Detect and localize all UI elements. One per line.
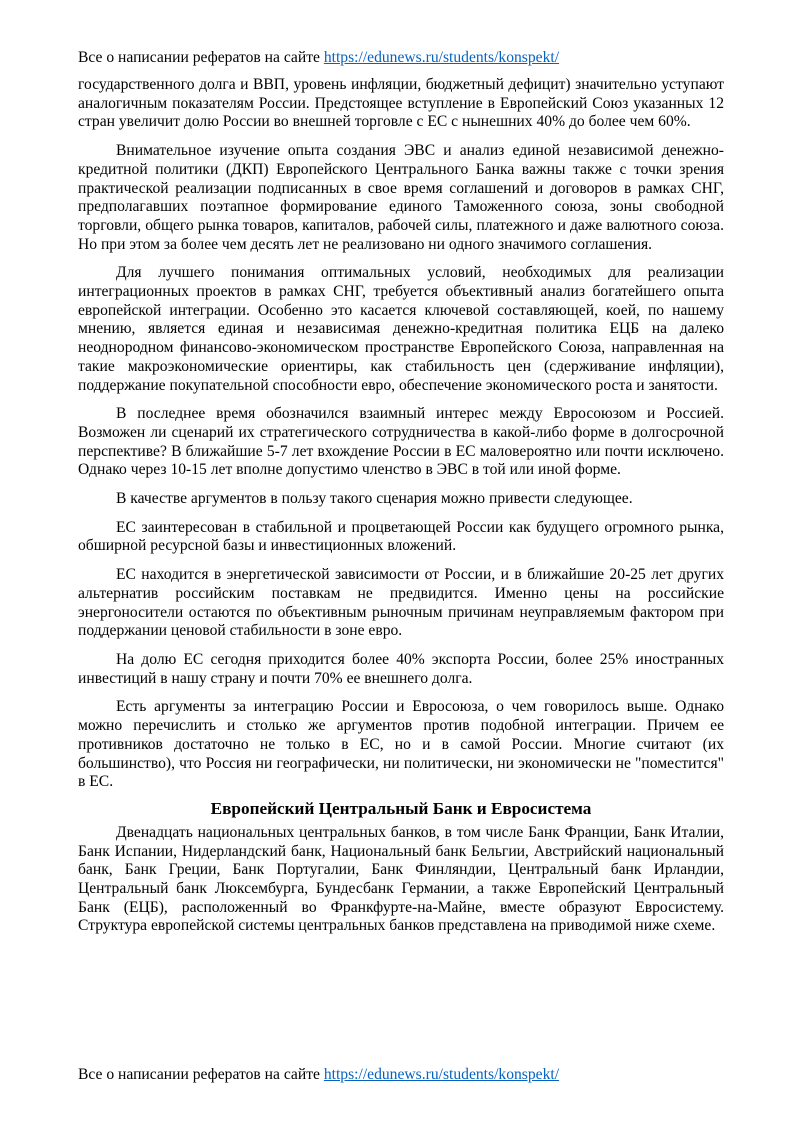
section-heading: Европейский Центральный Банк и Евросистема (210, 798, 592, 818)
header-link[interactable]: https://edunews.ru/students/konspekt/ (323, 49, 560, 66)
footer-link[interactable]: https://edunews.ru/students/konspekt/ (323, 1066, 560, 1083)
paragraph-1: государственного долга и ВВП, уровень инфляции, бюджетный дефицит) значительно уступают аналогичным показателям России. Предстоящее вступление в Европейский Союз указанных 12 стран увеличит долю России во внешней торговле с ЕС с нынешних 40% до более чем 60%. (78, 76, 724, 131)
paragraph-3: Для лучшего понимания оптимальных условий, необходимых для реализации интеграционных проектов в рамках СНГ, требуется объективный анализ богатейшего опыта европейской интеграции. Особенно это касается ключевой составляющей, коей, по нашему мнению, является единая и независимая денежно-кредитная политика ЕЦБ на далеко неоднородном финансово-экономическом пространстве Европейского Союза, направленная на такие макроэкономические ориентиры, как стабильность цен (сдерживание инфляции), поддержание покупательной способности евро, обеспечение экономического роста и занятости. (78, 264, 724, 394)
paragraph-7: ЕС находится в энергетической зависимости от России, и в ближайшие 20-25 лет других альтернатив российским поставкам не предвидится. Именно цены на российские энергоносители остаются по объективным рыночным причинам неуправляемым фактором при поддержании ценовой стабильности в зоне евро. (78, 566, 724, 640)
page-header (78, 48, 724, 68)
paragraph-2: Внимательное изучение опыта создания ЭВС и анализ единой независимой денежно-кредитной политики (ДКП) Европейского Центрального Банка важны также с точки зрения практической реализации подписанных в свое время соглашений и договоров в рамках СНГ, предполагавших поэтапное формирование единого Таможенного союза, зоны свободной торговли, общего рынка товаров, капиталов, рабочей силы, платежного и даже валютного союза. Но при этом за более чем десять лет не реализовано ни одного значимого соглашения. (78, 142, 724, 253)
paragraph-4: В последнее время обозначился взаимный интерес между Евросоюзом и Россией. Возможен ли сценарий их стратегического сотрудничества в какой-либо форме в долгосрочной перспективе? В ближайшие 5-7 лет вхождение России в ЕС маловероятно или почти исключено. Однако через 10-15 лет вполне допустимо членство в ЭВС в той или иной форме. (78, 405, 724, 479)
paragraph-10: Двенадцать национальных центральных банков, в том числе Банк Франции, Банк Италии, Банк Испании, Нидерландский банк, Национальный банк Бельгии, Австрийский национальный банк, Банк Греции, Банк Португалии, Банк Финляндии, Центральный банк Ирландии, Центральный банк Люксембурга, Бундесбанк Германии, а также Европейский Центральный Банк (ЕЦБ), расположенный во Франкфурте-на-Майне, вместе образуют Евросистему. Структура европейской системы центральных банков представлена на приводимой ниже схеме. (78, 823, 724, 935)
header-text: Все о написании рефератов на сайте (78, 49, 324, 66)
paragraph-9: Есть аргументы за интеграцию России и Евросоюза, о чем говорилось выше. Однако можно перечислить и столько же аргументов против подобной интеграции. Причем ее противников достаточно не только в ЕС, но и в самой России. Многие считают (их большинство), что Россия ни географически, ни политически, ни экономически не "поместится" в ЕС. (78, 698, 724, 791)
document-body (78, 76, 724, 946)
page-footer (78, 1065, 724, 1085)
paragraph-5: В качестве аргументов в пользу такого сценария можно привести следующее. (116, 490, 633, 508)
paragraph-8: На долю ЕС сегодня приходится более 40% экспорта России, более 25% иностранных инвестиций в нашу страну и почти 70% ее внешнего долга. (78, 650, 724, 687)
paragraph-6: ЕС заинтересован в стабильной и процветающей России как будущего огромного рынка, обширной ресурсной базы и инвестиционных вложений. (78, 518, 724, 555)
footer-text: Все о написании рефератов на сайте (78, 1066, 324, 1083)
